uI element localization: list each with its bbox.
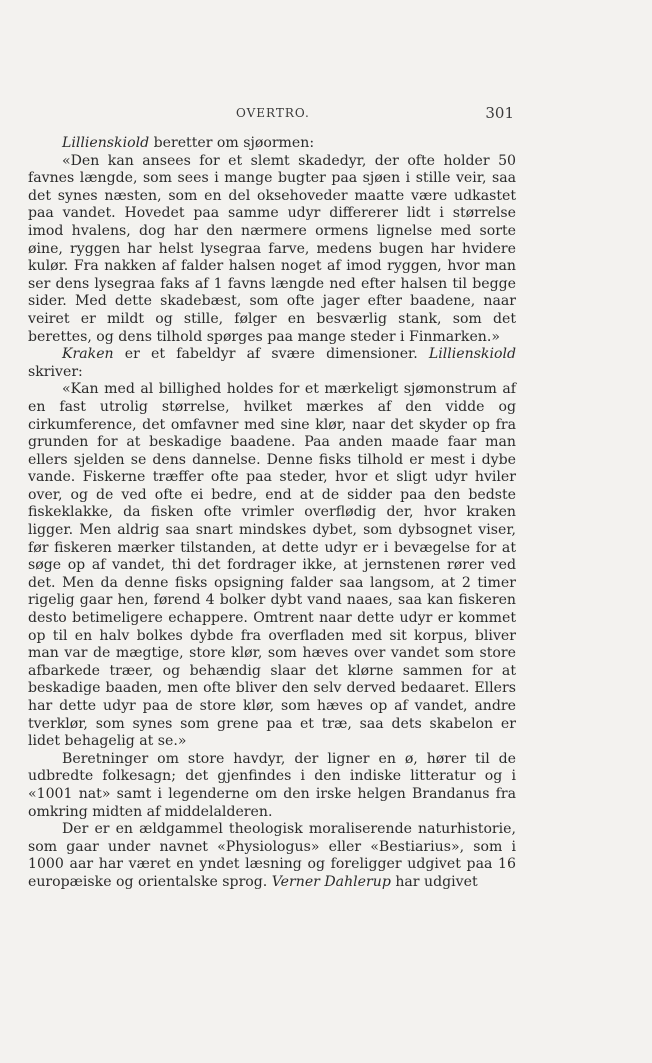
body-text — [28, 135, 516, 892]
paragraph: Beretninger om store havdyr, der ligner en ø, hører til de udbredte folkesagn; det gjenfindes i den indiske litteratur og i «1001 nat» samt i legenderne om den irske helgen Brandanus fra omkring midten af middelalderen. — [28, 750, 516, 820]
kraken-term: Kraken — [62, 346, 114, 363]
paragraph — [28, 821, 516, 891]
paragraph-text: er et fabeldyr af svære dimensioner. — [113, 346, 429, 363]
author-name: Lillienskiold — [62, 135, 150, 151]
book-page — [28, 0, 516, 1063]
author-name: Lillienskiold — [428, 346, 516, 363]
author-name: Verner Dahlerup — [271, 873, 391, 890]
page-number: 301 — [485, 104, 514, 122]
paragraph-text: beretter om sjøormen: — [149, 135, 315, 151]
quote-paragraph: «Kan med al billighed holdes for et mærkeligt sjømonstrum af en fast utrolig størrelse, hvilket mærkes af den vidde og cirkumference, det omfavner med sine klør, naar det skyder op fra grunden for at beskadige baadene. Paa anden maade faar man ellers sjelden se dens dannelse. Denne fisks tilhold er mest i dybe vande. Fiskerne træffer ofte paa steder, hvor et sligt udyr hviler over, og de ved ofte ei bedre, end at de sidder paa den bedste fiskeklakke, da fisken ofte vrimler overflødig der, hvor kraken ligger. Men aldrig saa snart mindskes dybet, som dybsognet viser, før fiskeren mærker tilstanden, at dette udyr er i bevægelse for at søge op af vandet, thi det fordrager ikke, at jernstenen rører ved det. Men da denne fisks opsigning falder saa langsom, at 2 timer rigelig gaar hen, førend 4 bolker dybt vand naaes, saa kan fiskeren desto betimeligere echappere. Omtrent naar dette udyr er kommet op til en halv bolkes dybde fra overfladen med sit korpus, bliver man var de mægtige, store klør, som hæves over vandet som store afbarkede træer, og behændig slaar det klørne sammen for at beskadige baaden, men ofte bliver den selv derved bedaaret. Ellers har dette udyr paa de store klør, som hæves op af vandet, andre tverklør, som synes som grene paa et træ, saa dets skabelon er lidet behagelig at se.» — [28, 381, 516, 750]
quote-paragraph: «Den kan ansees for et slemt skadedyr, der ofte holder 50 favnes længde, som sees i mange bugter paa sjøen i stille veir, saa det synes næsten, som en del oksehoveder maatte være udkastet paa vandet. Hovedet paa samme udyr differerer lidt i størrelse imod hvalens, dog har den nærmere ormens lignelse med sorte øine, ryggen har helst lysegraa farve, medens bugen har hvidere kulør. Fra nakken af falder halsen noget af imod ryggen, hvor man ser dens lysegraa faks af 1 favns længde ned efter halsen til begge sider. Med dette skadebæst, som ofte jager efter baadene, naar veiret er mildt og stille, følger en besværlig stank, som det berettes, og dens tilhold spørges paa mange steder i Finmarken.» — [28, 152, 516, 345]
paragraph-text: har udgivet — [390, 873, 478, 890]
paragraph-text: Der er en ældgammel theologisk moraliserende naturhistorie, som gaar under navnet «Physiologus» eller «Bestiarius», som i 1000 aar har været en yndet læsning og foreligger udgivet paa 16 europæiske og orientalske sprog. — [28, 821, 516, 890]
paragraph — [28, 135, 516, 153]
running-title: OVERTRO. — [236, 106, 310, 120]
page-header — [28, 106, 516, 124]
paragraph-text: skriver: — [28, 363, 83, 380]
paragraph — [28, 346, 516, 381]
